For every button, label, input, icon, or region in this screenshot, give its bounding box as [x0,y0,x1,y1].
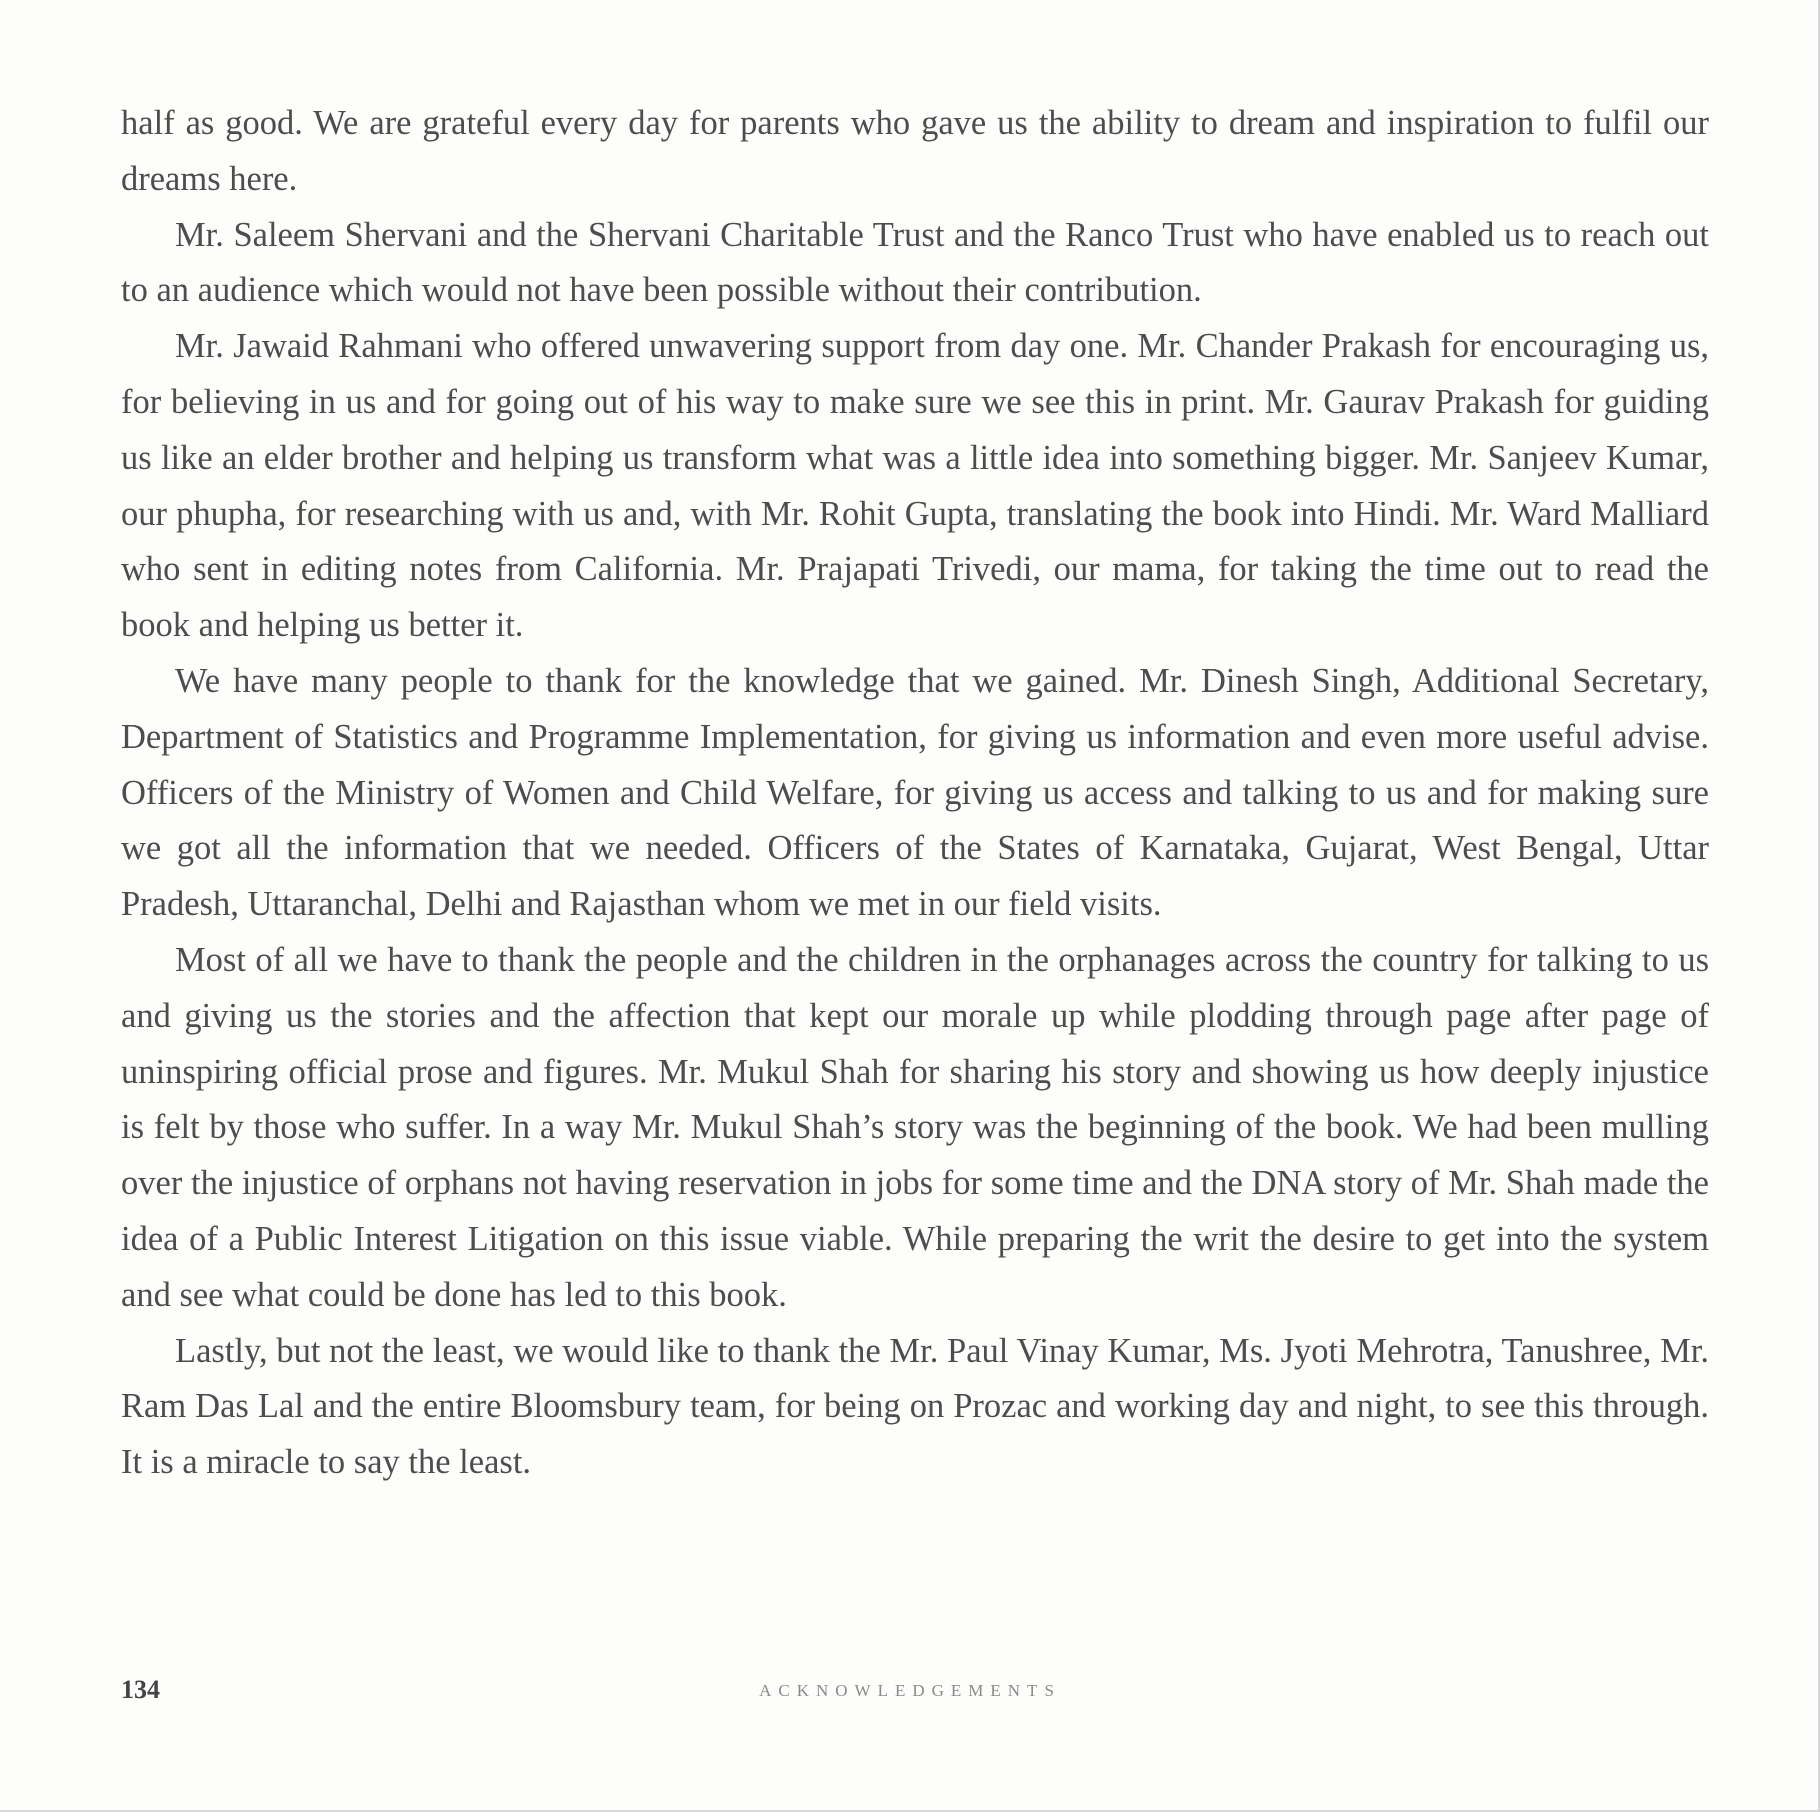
paragraph-officials-thanks: We have many people to thank for the knowledge that we gained. Mr. Dinesh Singh, Additional Secretary, Department of Statistics and Programme Implementation, for giving us information and even more useful advise. Officers of the Ministry of Women and Child Welfare, for giving us access and talking to us and for making sure we got all the information that we needed. Officers of the States of Karnataka, Gujarat, West Bengal, Uttar Pradesh, Uttaranchal, Delhi and Rajasthan whom we met in our field visits. [121,661,1709,924]
page-number: 134 [121,1675,160,1704]
paragraph-orphanages-thanks: Most of all we have to thank the people and the children in the orphanages across the country for talking to us and giving us the stories and the affection that kept our morale up while plodding through page after page of uninspiring official prose and figures. Mr. Mukul Shah for sharing his story and showing us how deeply injustice is felt by those who suffer. In a way Mr. Mukul Shah’s story was the beginning of the book. We had been mulling over the injustice of orphans not having reservation in jobs for some time and the DNA story of Mr. Shah made the idea of a Public Interest Litigation on this issue viable. While preparing the writ the desire to get into the system and see what could be done has led to this book. [121,940,1709,1314]
paragraph-personal-thanks: Mr. Jawaid Rahmani who offered unwavering support from day one. Mr. Chander Prakash for encouraging us, for believing in us and for going out of his way to make sure we see this in print. Mr. Gaurav Prakash for guiding us like an elder brother and helping us transform what was a little idea into something bigger. Mr. Sanjeev Kumar, our phupha, for researching with us and, with Mr. Rohit Gupta, translating the book into Hindi. Mr. Ward Malliard who sent in editing notes from California. Mr. Prajapati Trivedi, our mama, for taking the time out to read the book and helping us better it. [121,327,1709,645]
paragraph-shervani-trust: Mr. Saleem Shervani and the Shervani Charitable Trust and the Ranco Trust who have enabled us to reach out to an audience which would not have been possible without their contribution. [121,215,1709,310]
paragraph-continuation: half as good. We are grateful every day for parents who gave us the ability to dream and inspiration to fulfil our dreams here. [121,104,1709,198]
paragraph-publisher-thanks: Lastly, but not the least, we would like to thank the Mr. Paul Vinay Kumar, Ms. Jyoti Mehrotra, Tanushree, Mr. Ram Das Lal and the entire Bloomsbury team, for being on Prozac and working day and night, to see this through. It is a miracle to say the least. [121,1331,1709,1482]
body-text [121,96,1709,1491]
running-footer-title: ACKNOWLEDGEMENTS [759,1681,1061,1700]
